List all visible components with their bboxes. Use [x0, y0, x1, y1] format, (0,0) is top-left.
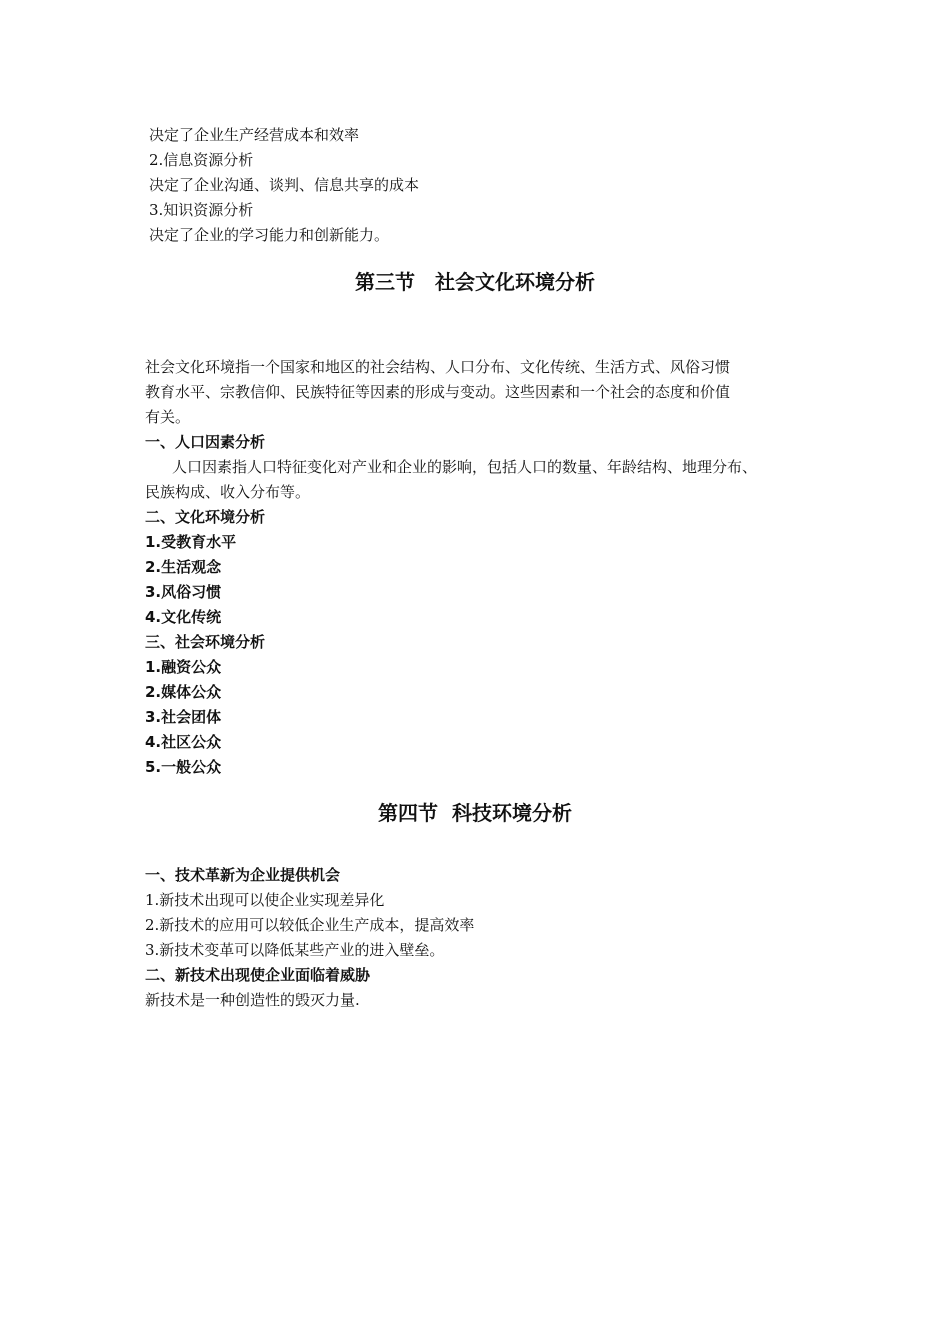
population-factor-line-1: 人口因素指人口特征变化对产业和企业的影响，包括人口的数量、年龄结构、地理分布、: [172, 458, 758, 476]
culture-item-4: 4.文化传统: [145, 608, 222, 626]
culture-item-3: 3.风俗习惯: [145, 583, 222, 601]
resource-cost-text: 决定了企业生产经营成本和效率: [149, 126, 360, 144]
info-resource-desc: 决定了企业沟通、谈判、信息共享的成本: [149, 176, 420, 194]
social-environment-title: 三、社会环境分析: [145, 633, 266, 651]
culture-item-2: 2.生活观念: [145, 558, 222, 576]
section4-heading: 第四节 科技环境分析: [378, 801, 572, 825]
social-item-3: 3.社会团体: [145, 708, 222, 726]
section3-intro-line-3: 有关。: [145, 408, 191, 426]
tech-opportunity-item-2: 2.新技术的应用可以较低企业生产成本，提高效率: [145, 916, 475, 934]
culture-item-1: 1.受教育水平: [145, 533, 237, 551]
info-resource-title: 2.信息资源分析: [149, 151, 254, 169]
population-factor-line-2: 民族构成、收入分布等。: [145, 483, 311, 501]
social-item-4: 4.社区公众: [145, 733, 222, 751]
tech-opportunity-item-3: 3.新技术变革可以降低某些产业的进入壁垒。: [145, 941, 445, 959]
social-item-5: 5.一般公众: [145, 758, 222, 776]
tech-opportunity-item-1: 1.新技术出现可以使企业实现差异化: [145, 891, 385, 909]
knowledge-resource-title: 3.知识资源分析: [149, 201, 254, 219]
population-factor-title: 一、人口因素分析: [145, 433, 266, 451]
tech-opportunity-title: 一、技术革新为企业提供机会: [145, 866, 341, 884]
social-item-1: 1.融资公众: [145, 658, 222, 676]
section3-intro-line-1: 社会文化环境指一个国家和地区的社会结构、人口分布、文化传统、生活方式、风俗习惯: [145, 358, 731, 376]
section3-intro-line-2: 教育水平、宗教信仰、民族特征等因素的形成与变动。这些因素和一个社会的态度和价值: [145, 383, 731, 401]
knowledge-resource-desc: 决定了企业的学习能力和创新能力。: [149, 226, 390, 244]
social-item-2: 2.媒体公众: [145, 683, 222, 701]
tech-threat-text: 新技术是一种创造性的毁灭力量.: [145, 991, 360, 1009]
tech-threat-title: 二、新技术出现使企业面临着威胁: [145, 966, 371, 984]
culture-environment-title: 二、文化环境分析: [145, 508, 266, 526]
section3-heading: 第三节 社会文化环境分析: [355, 270, 595, 294]
